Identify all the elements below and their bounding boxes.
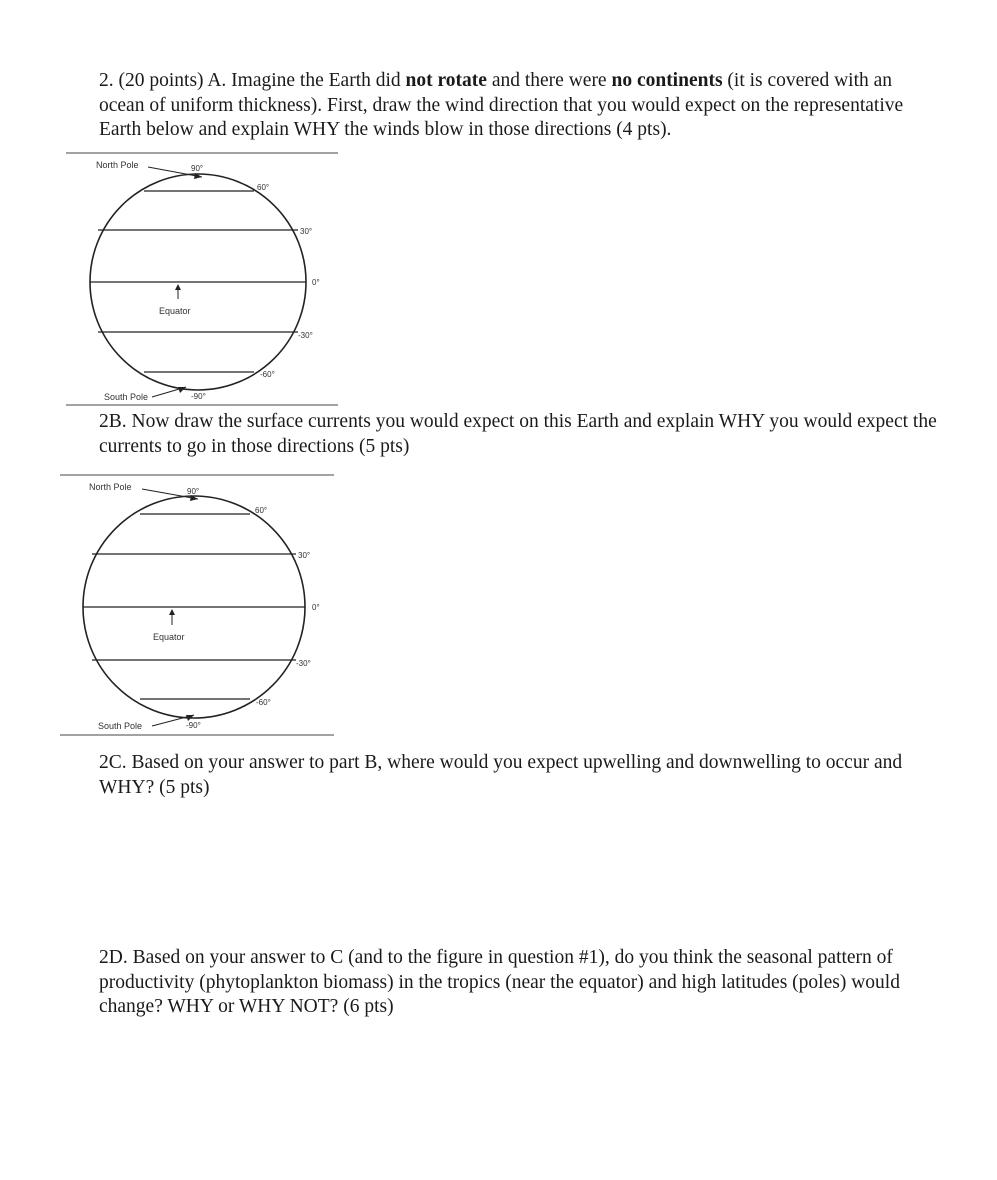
q2a-bold-no-continents: no continents [611, 70, 723, 91]
question-2c: 2C. Based on your answer to part B, where would you expect upwelling and downwelling to occur and WHY? (5 pts) [99, 752, 903, 798]
fig2-label-90: 90° [187, 487, 200, 496]
fig2-equator-label: Equator [153, 632, 185, 642]
q2a-bold-not-rotate: not rotate [405, 70, 487, 91]
fig1-label-60: 60° [257, 183, 270, 192]
question-2b: 2B. Now draw the surface currents you would expect on this Earth and explain WHY you would expect the currents to go in those directions (5 pts) [99, 411, 937, 457]
question-2d: 2D. Based on your answer to C (and to the figure in question #1), do you think the seasonal pattern of productivity (phytoplankton biomass) in the tropics (near the equator) and high latitudes (poles) would change? WHY or WHY NOT? (6 pts) [99, 947, 900, 1017]
fig2-label-30: 30° [298, 551, 311, 560]
fig2-north-pole-label: North Pole [89, 482, 132, 492]
fig1-label-0: 0° [312, 278, 320, 287]
earth-diagram-1 [66, 153, 338, 407]
fig2-label-minus-90: -90° [186, 721, 201, 730]
fig1-equator-arrowhead [175, 284, 181, 290]
fig2-south-pole-label: South Pole [98, 721, 143, 731]
fig2-label-0: 0° [312, 603, 320, 612]
q2a-tail: (it is covered with an ocean of uniform thickness). First, draw the wind direction that you would expect on the representative Earth below and explain WHY the winds blow in those directions (4 pts). [99, 70, 904, 140]
fig2-label-minus-60: -60° [256, 698, 271, 707]
fig1-north-pole-label: North Pole [96, 160, 139, 170]
q2a-lead: 2. (20 points) A. Imagine the Earth did [99, 70, 406, 91]
earth-diagram-2 [60, 475, 334, 737]
q2a-mid: and there were [486, 70, 612, 91]
fig2-label-minus-30: -30° [296, 659, 311, 668]
fig2-label-60: 60° [255, 506, 268, 515]
fig1-label-90: 90° [191, 164, 204, 173]
fig1-label-minus-30: -30° [298, 331, 313, 340]
fig1-label-30: 30° [300, 227, 313, 236]
fig2-equator-arrowhead [169, 609, 175, 615]
fig1-equator-label: Equator [159, 306, 191, 316]
fig1-south-pole-label: South Pole [104, 392, 149, 402]
question-2a [99, 69, 939, 143]
fig1-south-pole-arrowhead [178, 387, 186, 393]
fig1-label-minus-90: -90° [191, 392, 206, 401]
fig1-label-minus-60: -60° [260, 370, 275, 379]
